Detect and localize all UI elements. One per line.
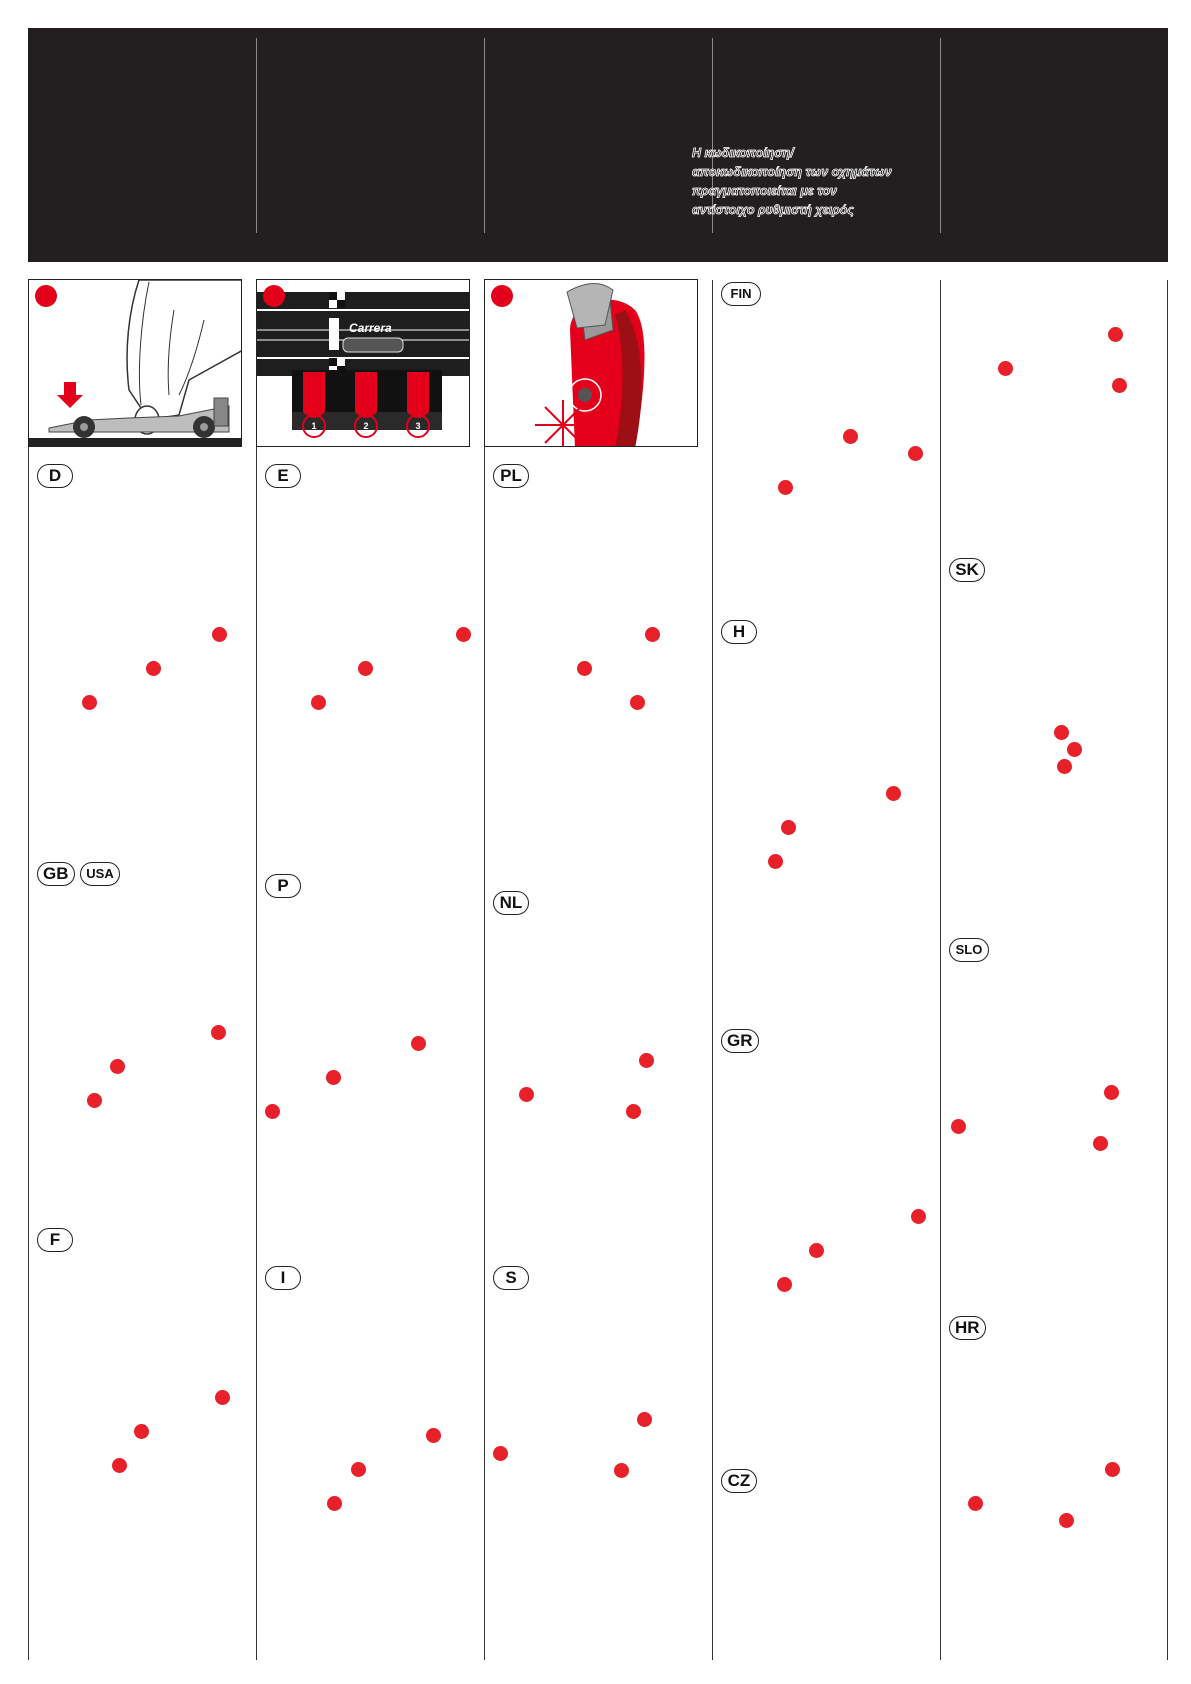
step-bullet	[1059, 1513, 1074, 1528]
step-bullet	[777, 1277, 792, 1292]
language-badge-nl: NL	[493, 891, 529, 915]
step-bullet	[809, 1243, 824, 1258]
track-controllers-drawing	[257, 280, 470, 447]
step-bullet	[577, 661, 592, 676]
step-bullet	[456, 627, 471, 642]
language-badge-hr: HR	[949, 1316, 986, 1340]
controller-number: 3	[415, 421, 421, 431]
step-bullet	[110, 1059, 125, 1074]
step-bullet	[626, 1104, 641, 1119]
step-bullet	[1067, 742, 1082, 757]
step-bullet	[639, 1053, 654, 1068]
greek-note-line: αποκωδικοποίηση των οχημάτων	[692, 165, 892, 179]
language-badge-i: I	[265, 1266, 301, 1290]
header-divider	[940, 38, 941, 233]
step-bullet	[215, 1390, 230, 1405]
language-badge-f: F	[37, 1228, 73, 1252]
step-bullet	[211, 1025, 226, 1040]
step-bullet	[351, 1462, 366, 1477]
greek-note-line: αντίστοιχο ρυθμιστή χειρός	[692, 203, 854, 217]
car-placement-drawing	[29, 280, 242, 447]
step-bullet	[781, 820, 796, 835]
language-badge-pl: PL	[493, 464, 529, 488]
language-badge-slo: SLO	[949, 938, 989, 962]
column-divider	[28, 280, 29, 1660]
step-bullet	[768, 854, 783, 869]
step-bullet	[327, 1496, 342, 1511]
step-bullet	[1057, 759, 1072, 774]
language-badge-p: P	[265, 874, 301, 898]
step-bullet	[146, 661, 161, 676]
step-bullet	[82, 695, 97, 710]
step-bullet	[1054, 725, 1069, 740]
illustration-track-controllers	[256, 279, 470, 447]
language-badge-sk: SK	[949, 558, 985, 582]
step-bullet	[637, 1412, 652, 1427]
header-divider	[484, 38, 485, 233]
language-badge-h: H	[721, 620, 757, 644]
step-bullet	[212, 627, 227, 642]
step-bullet	[951, 1119, 966, 1134]
step-bullet	[614, 1463, 629, 1478]
step-bullet	[843, 429, 858, 444]
step-marker	[491, 285, 513, 307]
illustration-controller-button	[484, 279, 698, 447]
step-bullet	[645, 627, 660, 642]
step-bullet	[778, 480, 793, 495]
step-bullet	[968, 1496, 983, 1511]
language-badge-s: S	[493, 1266, 529, 1290]
step-bullet	[493, 1446, 508, 1461]
greek-note-line: Η κωδικοποίηση/	[692, 146, 794, 160]
step-bullet	[911, 1209, 926, 1224]
step-bullet	[908, 446, 923, 461]
step-bullet	[630, 695, 645, 710]
language-badge-usa: USA	[80, 862, 120, 886]
language-badge-gb: GB	[37, 862, 75, 886]
step-bullet	[87, 1093, 102, 1108]
column-divider	[256, 280, 257, 1660]
greek-coding-note	[692, 144, 912, 220]
step-bullet	[1108, 327, 1123, 342]
column-divider	[1167, 280, 1168, 1660]
language-badge-d: D	[37, 464, 73, 488]
step-bullet	[1104, 1085, 1119, 1100]
language-badge-cz: CZ	[721, 1469, 757, 1493]
language-badge-e: E	[265, 464, 301, 488]
column-divider	[712, 280, 713, 1660]
language-badge-fin: FIN	[721, 282, 761, 306]
down-arrow-icon	[57, 382, 83, 408]
controller-number: 2	[363, 421, 369, 431]
step-bullet	[886, 786, 901, 801]
controller-number: 1	[311, 421, 317, 431]
step-bullet	[134, 1424, 149, 1439]
greek-note-line: πραγματοποιείται με τον	[692, 184, 837, 198]
step-bullet	[411, 1036, 426, 1051]
carrera-logo: Carrera	[349, 321, 392, 335]
step-bullet	[112, 1458, 127, 1473]
step-bullet	[358, 661, 373, 676]
step-bullet	[265, 1104, 280, 1119]
step-bullet	[1105, 1462, 1120, 1477]
step-marker	[263, 285, 285, 307]
step-marker	[35, 285, 57, 307]
step-bullet	[326, 1070, 341, 1085]
step-bullet	[1093, 1136, 1108, 1151]
step-bullet	[998, 361, 1013, 376]
header-divider	[256, 38, 257, 233]
controller-button-drawing	[485, 280, 698, 447]
language-badge-gr: GR	[721, 1029, 759, 1053]
step-bullet	[311, 695, 326, 710]
column-divider	[940, 280, 941, 1660]
step-bullet	[1112, 378, 1127, 393]
step-bullet	[426, 1428, 441, 1443]
step-bullet	[519, 1087, 534, 1102]
illustration-car-placement	[28, 279, 242, 447]
header-band	[28, 28, 1168, 262]
column-divider	[484, 280, 485, 1660]
